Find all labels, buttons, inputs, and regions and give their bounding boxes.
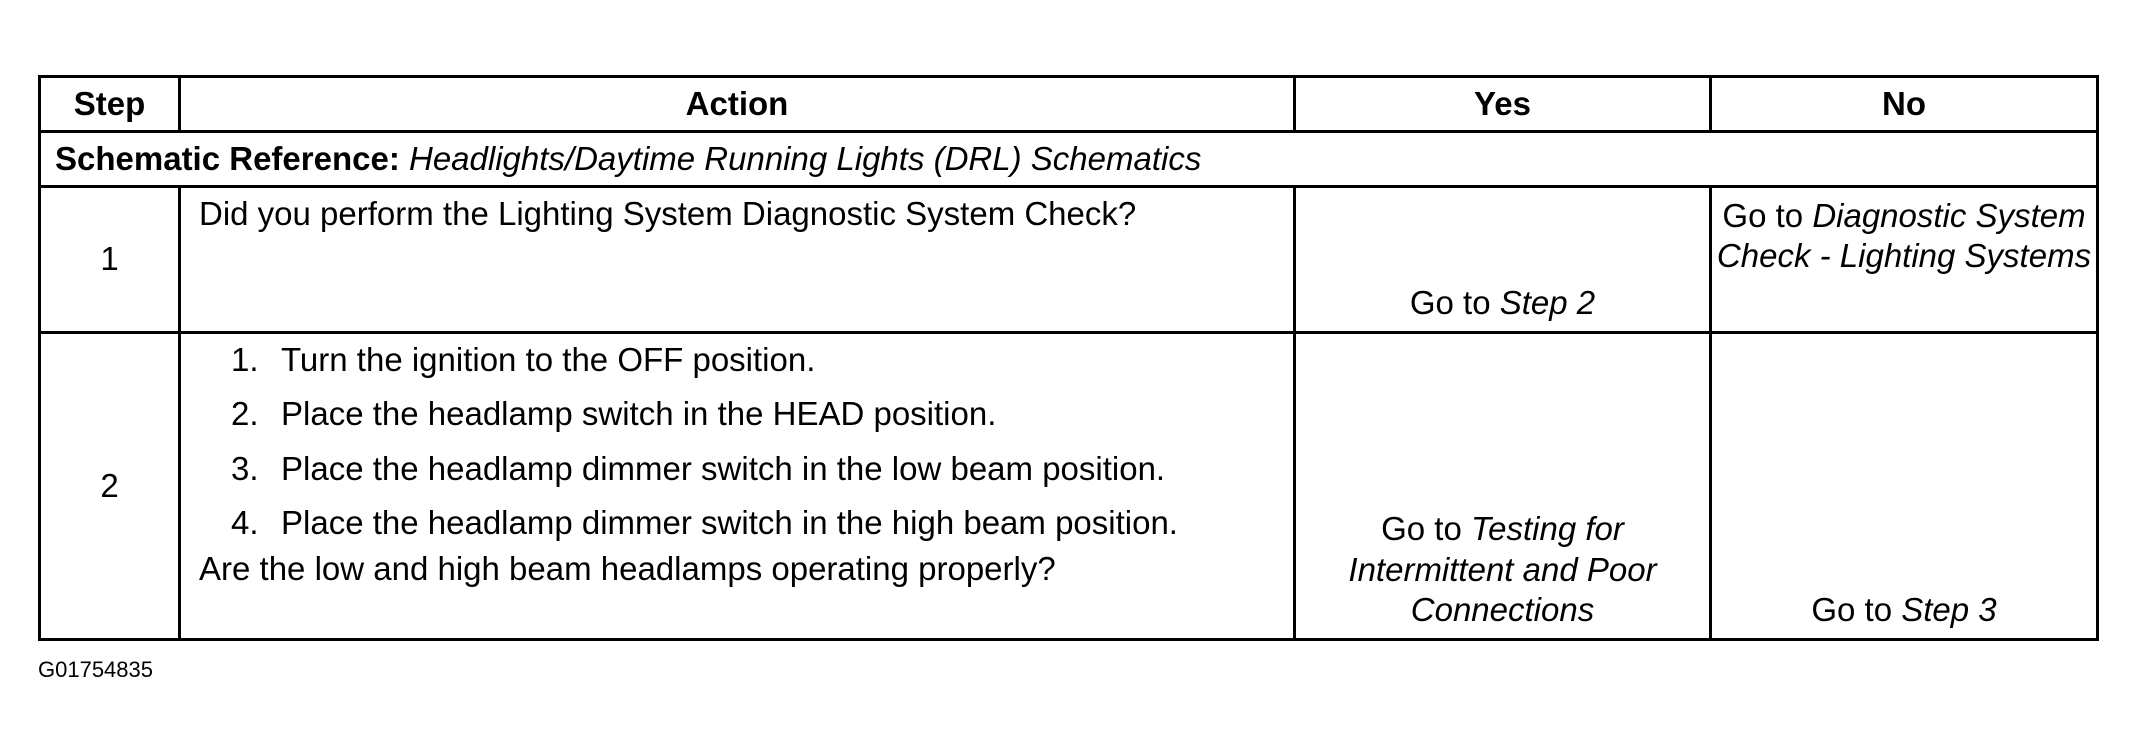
- list-item: [199, 340, 1277, 380]
- substep-number: 2.: [231, 395, 259, 433]
- header-no: No: [1711, 77, 2098, 132]
- action-text: [180, 333, 1295, 640]
- header-row: [40, 77, 2098, 132]
- schematic-reference-label: Schematic Reference:: [55, 139, 400, 177]
- header-action: Action: [180, 77, 1295, 132]
- list-item: [199, 449, 1277, 489]
- table-row: [40, 187, 2098, 333]
- figure-code: G01754835: [38, 657, 153, 682]
- header-step: Step: [40, 77, 180, 132]
- no-prefix: Go to: [1811, 590, 1893, 628]
- step-number: 2: [40, 333, 180, 640]
- no-cell: [1711, 333, 2098, 640]
- no-prefix: Go to: [1722, 197, 1804, 234]
- substep-number: 4.: [231, 503, 259, 541]
- yes-cell: [1295, 187, 1711, 333]
- diagnostic-table: [38, 75, 2099, 641]
- substep-text: Place the headlamp dimmer switch in the low beam position.: [281, 449, 1166, 487]
- step-number: 1: [40, 187, 180, 333]
- substep-text: Turn the ignition to the OFF position.: [281, 341, 816, 378]
- table-row: [40, 333, 2098, 640]
- yes-link[interactable]: Step 2: [1499, 283, 1596, 321]
- no-link[interactable]: Step 3: [1901, 590, 1997, 628]
- yes-prefix: Go to: [1381, 510, 1462, 548]
- action-question: Did you perform the Lighting System Diagnostic System Check?: [199, 195, 1137, 232]
- schematic-reference: [40, 132, 2098, 187]
- substep-text: Place the headlamp switch in the HEAD position.: [281, 395, 997, 433]
- substep-list: [199, 340, 1277, 543]
- action-question: Are the low and high beam headlamps operating properly?: [199, 550, 1056, 587]
- substep-number: 3.: [231, 449, 259, 487]
- yes-link[interactable]: Testing for Intermittent and Poor Connections: [1348, 510, 1657, 628]
- yes-prefix: Go to: [1409, 283, 1491, 321]
- substep-text: Place the headlamp dimmer switch in the high beam position.: [281, 503, 1178, 541]
- action-text: [180, 187, 1295, 333]
- list-item: [199, 503, 1277, 543]
- schematic-reference-link[interactable]: Headlights/Daytime Running Lights (DRL) Schematics: [409, 139, 1202, 177]
- no-cell: [1711, 187, 2098, 333]
- substep-number: 1.: [231, 341, 259, 378]
- yes-cell: [1295, 333, 1711, 640]
- header-yes: Yes: [1295, 77, 1711, 132]
- list-item: [199, 394, 1277, 434]
- schematic-reference-row: [40, 132, 2098, 187]
- no-link[interactable]: Diagnostic System Check - Lighting Systems: [1716, 197, 2092, 275]
